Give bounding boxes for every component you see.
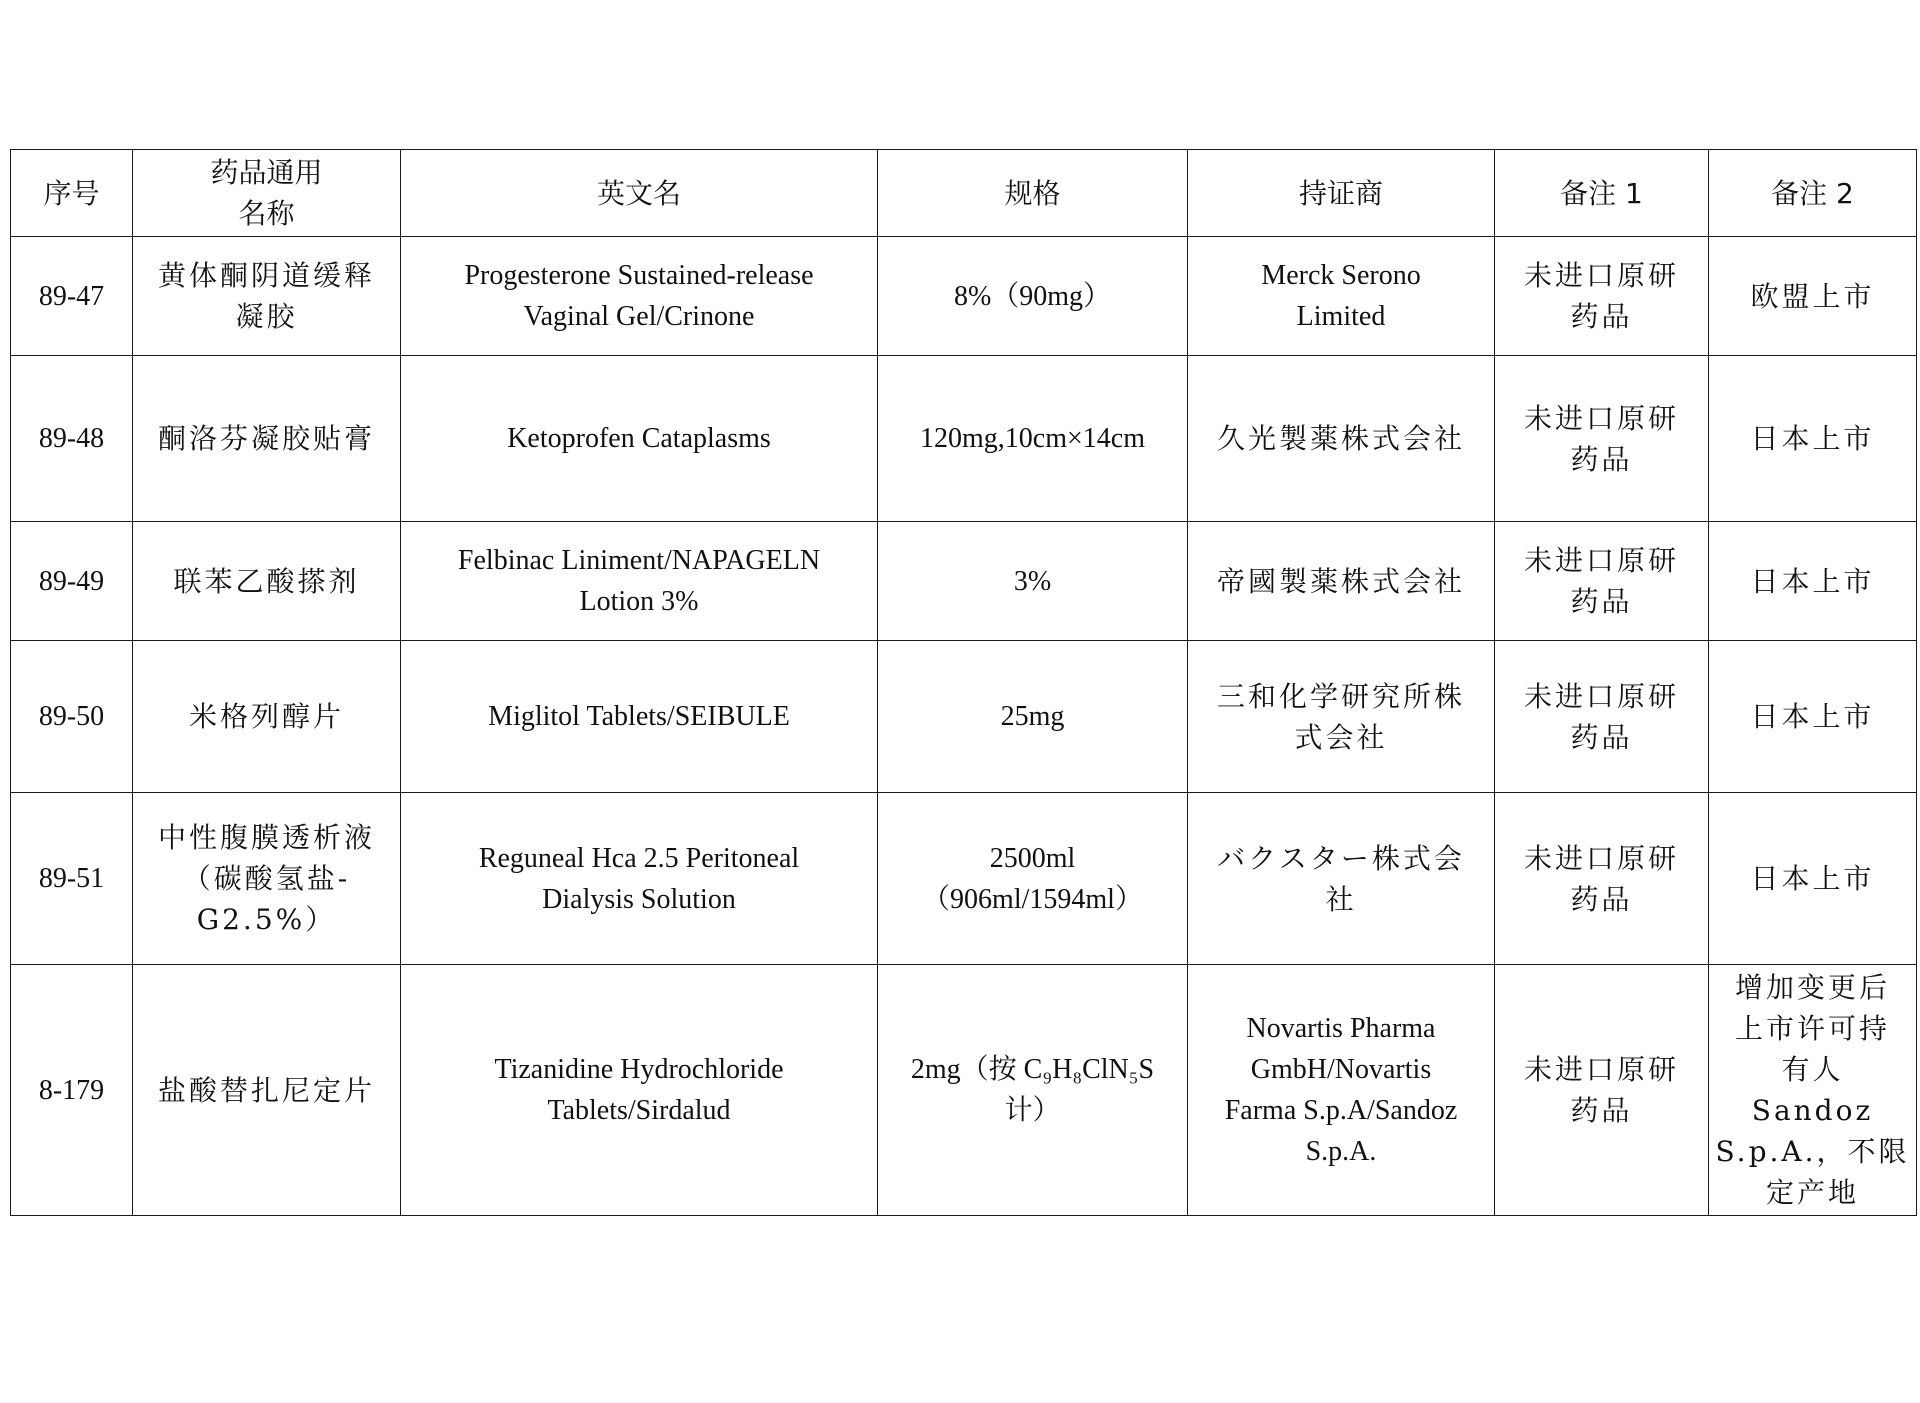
table-row: [11, 793, 1917, 965]
row-license-holder: 帝國製薬株式会社: [1188, 522, 1495, 641]
row-specification: 3%: [878, 522, 1188, 641]
row-serial-no: 89-47: [11, 237, 133, 356]
row-note-1: 未进口原研 药品: [1495, 965, 1709, 1216]
drug-list-table: [10, 149, 1917, 1216]
header-row: [11, 150, 1917, 237]
row-specification: 2500ml （906ml/1594ml）: [878, 793, 1188, 965]
row-note-2: 欧盟上市: [1709, 237, 1917, 356]
table-row: [11, 641, 1917, 793]
row-license-holder: Novartis Pharma GmbH/Novartis Farma S.p.A/Sandoz S.p.A.: [1188, 965, 1495, 1216]
row-generic-name: 盐酸替扎尼定片: [133, 965, 401, 1216]
row-specification: 2mg（按 C₉H₈ClN₅S 计）: [878, 965, 1188, 1216]
row-english-name: Miglitol Tablets/SEIBULE: [401, 641, 878, 793]
row-serial-no: 8-179: [11, 965, 133, 1216]
row-license-holder: Merck Serono Limited: [1188, 237, 1495, 356]
row-specification: 8%（90mg）: [878, 237, 1188, 356]
row-serial-no: 89-50: [11, 641, 133, 793]
row-english-name: Ketoprofen Cataplasms: [401, 356, 878, 522]
row-note-2: 日本上市: [1709, 793, 1917, 965]
row-note-2: 日本上市: [1709, 522, 1917, 641]
row-license-holder: 三和化学研究所株 式会社: [1188, 641, 1495, 793]
row-generic-name: 联苯乙酸搽剂: [133, 522, 401, 641]
table-row: [11, 522, 1917, 641]
row-note-1: 未进口原研 药品: [1495, 522, 1709, 641]
row-serial-no: 89-49: [11, 522, 133, 641]
row-generic-name: 黄体酮阴道缓释 凝胶: [133, 237, 401, 356]
row-specification: 120mg,10cm×14cm: [878, 356, 1188, 522]
row-note-2: 日本上市: [1709, 356, 1917, 522]
table-row: [11, 237, 1917, 356]
row-license-holder: 久光製薬株式会社: [1188, 356, 1495, 522]
header-specification: 规格: [878, 150, 1188, 237]
row-english-name: Reguneal Hca 2.5 Peritoneal Dialysis Solution: [401, 793, 878, 965]
row-note-1: 未进口原研 药品: [1495, 793, 1709, 965]
header-serial-no: 序号: [11, 150, 133, 237]
row-note-1: 未进口原研 药品: [1495, 356, 1709, 522]
row-serial-no: 89-51: [11, 793, 133, 965]
table-row: [11, 965, 1917, 1216]
row-generic-name: 酮洛芬凝胶贴膏: [133, 356, 401, 522]
row-english-name: Felbinac Liniment/NAPAGELN Lotion 3%: [401, 522, 878, 641]
table-row: [11, 356, 1917, 522]
row-license-holder: バクスター株式会 社: [1188, 793, 1495, 965]
header-note-1: 备注 1: [1495, 150, 1709, 237]
row-note-2: 增加变更后 上市许可持 有人 Sandoz S.p.A.，不限 定产地: [1709, 965, 1917, 1216]
header-license-holder: 持证商: [1188, 150, 1495, 237]
header-generic-name: 药品通用 名称: [133, 150, 401, 237]
header-english-name: 英文名: [401, 150, 878, 237]
row-serial-no: 89-48: [11, 356, 133, 522]
row-english-name: Progesterone Sustained-release Vaginal Gel/Crinone: [401, 237, 878, 356]
row-generic-name: 米格列醇片: [133, 641, 401, 793]
row-english-name: Tizanidine Hydrochloride Tablets/Sirdalud: [401, 965, 878, 1216]
header-note-2: 备注 2: [1709, 150, 1917, 237]
row-note-1: 未进口原研 药品: [1495, 237, 1709, 356]
row-specification: 25mg: [878, 641, 1188, 793]
row-note-2: 日本上市: [1709, 641, 1917, 793]
row-note-1: 未进口原研 药品: [1495, 641, 1709, 793]
row-generic-name: 中性腹膜透析液 （碳酸氢盐- G2.5%）: [133, 793, 401, 965]
